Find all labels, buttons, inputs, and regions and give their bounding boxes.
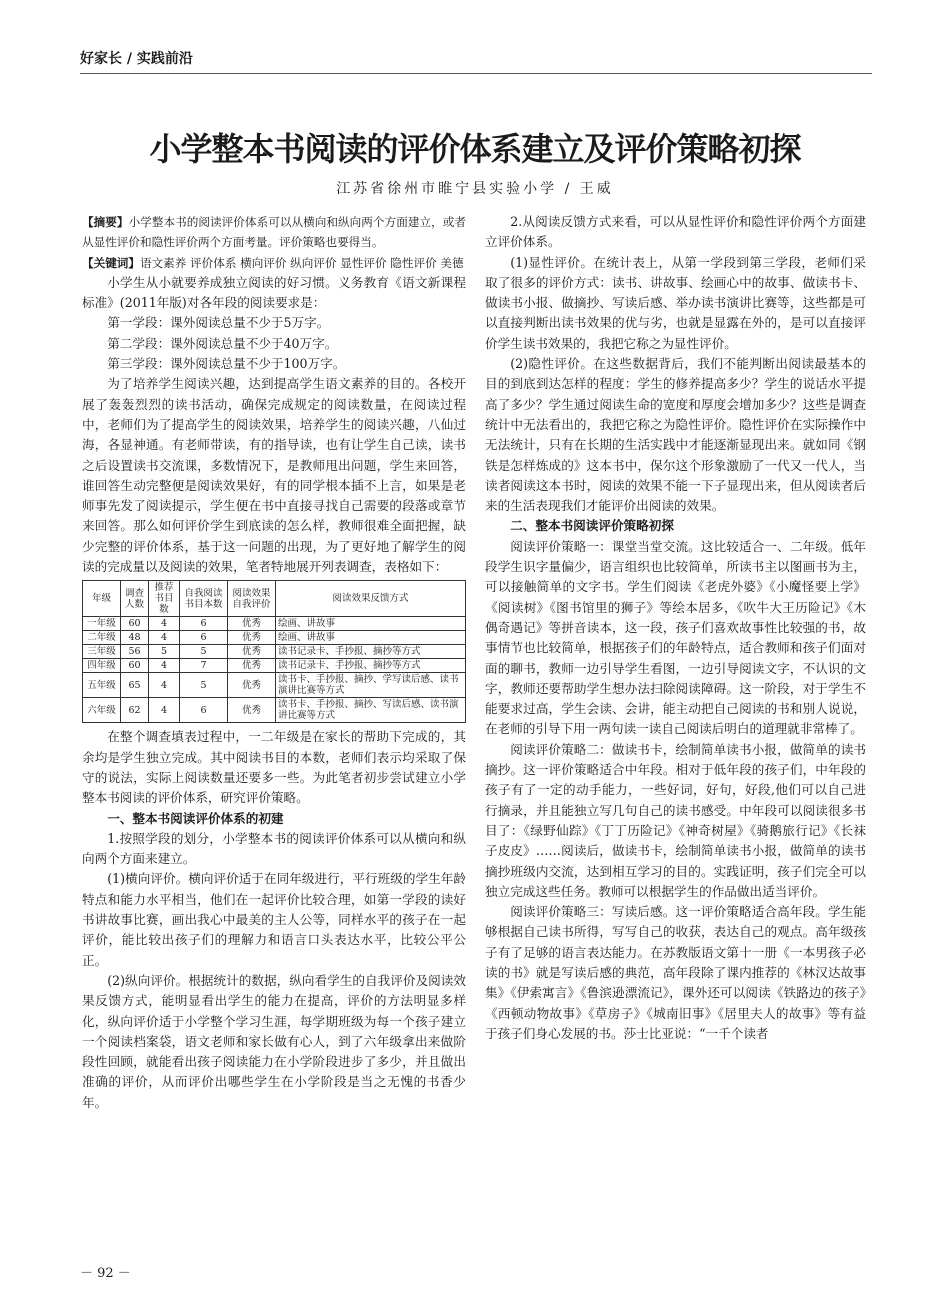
table-cell: 绘画、讲故事 bbox=[276, 631, 466, 645]
table-header: 自我阅读书目本数 bbox=[180, 581, 228, 617]
right-column bbox=[485, 212, 866, 1044]
table-cell: 优秀 bbox=[228, 631, 276, 645]
table-cell: 5 bbox=[180, 673, 228, 698]
paragraph-implicit-evaluation: (2)隐性评价。在这些数据背后，我们不能判断出阅读最基本的目的到底到达怎样的程度：学生的修养提高多少？学生的说话水平提高了多少？学生通过阅读生命的宽度和厚度会增加多少？这些是调查统计中无法看出的，我把它称之为隐性评价。隐性评价在实际操作中无法统计，只有在长期的生活实践中才能逐渐显现出来。就如同《钢铁是怎样炼成的》这本书中，保尔这个形象激励了一代又一代人，当读者阅读这本书时，阅读的效果不能一下子显现出来，但从阅读者后来的生活表现我们才能评价出阅读的效果。 bbox=[485, 356, 866, 514]
header-rule bbox=[80, 73, 872, 74]
requirement-1: 第一学段：课外阅读总量不少于5万字。 bbox=[107, 315, 330, 331]
table-header: 年级 bbox=[83, 581, 121, 617]
strategy-3: 阅读评价策略三：写读后感。这一评价策略适合高年段。学生能够根据自己读书所得，写写自己的收获，表达自己的观点。高年级孩子有了足够的语言表达能力。在苏教版语文第十一册《一本男孩子必读的书》就是写读后感的典范，高年段除了课内推荐的《林汉达故事集》《伊索寓言》《鲁滨逊漂流记》，课外还可以阅读《铁路边的孩子》《西顿动物故事》《草房子》《城南旧事》《居里夫人的故事》等有益于孩子们身心发展的书。莎士比亚说：“一千个读者 bbox=[485, 904, 866, 1041]
article-byline: 江苏省徐州市睢宁县实验小学 / 王威 bbox=[336, 181, 614, 197]
paragraph-horizontal-evaluation: (1)横向评价。横向评价适于在同年级进行，平行班级的学生年龄特点和能力水平相当，他们在一起评价比较合理，如第一学段的读好书讲故事比赛，画出我心中最美的主人公等，同样水平的孩子在一起评价，能比较出孩子们的理解力和语言口头表达水平，比较公平公正。 bbox=[82, 871, 466, 968]
table-row bbox=[83, 659, 466, 673]
table-cell: 48 bbox=[121, 631, 149, 645]
table-cell: 绘画、讲故事 bbox=[276, 617, 466, 631]
table-cell: 六年级 bbox=[83, 698, 121, 723]
table-row bbox=[83, 698, 466, 723]
paragraph-vertical-evaluation: (2)纵向评价。根据统计的数据，纵向看学生的自我评价及阅读效果反馈方式，能明显看出学生的能力在提高，评价的方法明显多样化，纵向评价适于小学整个学习生涯，每学期班级为每一个孩子建立一个阅读档案袋，语文老师和家长做有心人，到了六年级拿出来做阶段性回顾，就能看出孩子阅读能力在小学阶段进步了多少，并且做出准确的评价，从而评价出哪些学生在小学阶段是当之无愧的书香少年。 bbox=[82, 972, 466, 1110]
keywords-label: 【关键词】 bbox=[82, 255, 140, 270]
table-cell: 读书记录卡、手抄报、摘抄等方式 bbox=[276, 645, 466, 659]
table-cell: 读书记录卡、手抄报、摘抄等方式 bbox=[276, 659, 466, 673]
table-cell: 6 bbox=[180, 617, 228, 631]
table-header: 调查人数 bbox=[121, 581, 149, 617]
table-cell: 60 bbox=[121, 617, 149, 631]
survey-table bbox=[82, 580, 466, 723]
table-cell: 优秀 bbox=[228, 645, 276, 659]
table-cell: 优秀 bbox=[228, 673, 276, 698]
table-header: 阅读效果自我评价 bbox=[228, 581, 276, 617]
table-cell: 6 bbox=[180, 631, 228, 645]
table-row bbox=[83, 617, 466, 631]
article-title: 小学整本书阅读的评价体系建立及评价策略初探 bbox=[149, 130, 801, 168]
table-header: 阅读效果反馈方式 bbox=[276, 581, 466, 617]
table-cell: 一年级 bbox=[83, 617, 121, 631]
table-cell: 62 bbox=[121, 698, 149, 723]
table-cell: 4 bbox=[149, 631, 180, 645]
table-cell: 4 bbox=[149, 698, 180, 723]
abstract bbox=[82, 212, 466, 253]
table-cell: 5 bbox=[149, 645, 180, 659]
table-cell: 二年级 bbox=[83, 631, 121, 645]
table-cell: 四年级 bbox=[83, 659, 121, 673]
paragraph-explicit-evaluation: (1)显性评价。在统计表上，从第一学段到第三学段，老师们采取了很多的评价方式：读书、讲故事、绘画心中的故事、做读书卡、做读书小报、做摘抄、写读后感、举办读书演讲比赛等，这些都是可以直接判断出读书效果的优与劣，也就是显露在外的，是可以直接评价学生读书效果的，我把它称之为显性评价。 bbox=[485, 254, 866, 351]
table-cell: 4 bbox=[149, 617, 180, 631]
section-heading-1: 一、整本书阅读评价体系的初建 bbox=[107, 810, 284, 826]
table-cell: 优秀 bbox=[228, 698, 276, 723]
table-cell: 读书卡、手抄报、摘抄、写读后感、读书演讲比赛等方式 bbox=[276, 698, 466, 723]
table-cell: 65 bbox=[121, 673, 149, 698]
left-column bbox=[82, 212, 466, 1113]
table-cell: 4 bbox=[149, 673, 180, 698]
table-cell: 4 bbox=[149, 659, 180, 673]
table-header-row bbox=[83, 581, 466, 617]
table-cell: 优秀 bbox=[228, 617, 276, 631]
keywords bbox=[82, 253, 466, 273]
table-cell: 60 bbox=[121, 659, 149, 673]
table-row bbox=[83, 631, 466, 645]
paragraph-1: 1.按照学段的划分，小学整本书的阅读评价体系可以从横向和纵向两个方面来建立。 bbox=[82, 830, 466, 867]
table-cell: 5 bbox=[180, 645, 228, 659]
table-cell: 7 bbox=[180, 659, 228, 673]
table-cell: 56 bbox=[121, 645, 149, 659]
section-heading-2: 二、整本书阅读评价策略初探 bbox=[510, 518, 674, 534]
keywords-text: 语文素养 评价体系 横向评价 纵向评价 显性评价 隐性评价 美德 bbox=[139, 255, 464, 270]
abstract-label: 【摘要】 bbox=[82, 215, 129, 229]
table-cell: 优秀 bbox=[228, 659, 276, 673]
table-cell: 三年级 bbox=[83, 645, 121, 659]
strategy-2: 阅读评价策略二：做读书卡，绘制简单读书小报，做简单的读书摘抄。这一评价策略适合中年段。相对于低年段的孩子们，中年段的孩子有了一定的动手能力，一些好词，好句，好段,他们可以自己进行摘录，并且能独立写几句自己的读书感受。中年段可以阅读很多书目了：《绿野仙踪》《丁丁历险记》《神奇树屋》《骑鹅旅行记》《长袜子皮皮》……阅读后，做读书卡，绘制简单读书小报，做简单的读书摘抄班级内交流，达到相互学习的目的。实践证明，孩子们完全可以独立完成这些任务。教师可以根据学生的作品做出适当评价。 bbox=[485, 741, 866, 899]
table-header: 推荐书目数 bbox=[149, 581, 180, 617]
table-row bbox=[83, 645, 466, 659]
after-table-paragraph: 在整个调查填表过程中，一二年级是在家长的帮助下完成的，其余均是学生独立完成。其中阅读书目的本数，老师们表示均采取了保守的说法，实际上阅读数量还要多一些。为此笔者初步尝试建立小学整本书阅读的评价体系，研究评价策略。 bbox=[82, 729, 466, 806]
purpose-paragraph: 为了培养学生阅读兴趣，达到提高学生语文素养的目的。各校开展了轰轰烈烈的读书活动，确保完成规定的阅读数量，在阅读过程中，老师们为了提高学生的阅读效果，培养学生的阅读兴趣，八仙过海，各显神通。有老师带读，有的指导读，也有让学生自己读，读书之后设置读书交流课，多数情况下，是教师甩出问题，学生来回答，谁回答生动完整便是阅读效果好，有的同学根本插不上言，如果是老师事先发了阅读提示，学生便在书中直接寻找自己需要的段落或章节来回答。那么如何评价学生到底读的怎么样，教师很难全面把握，缺少完整的评价体系，基于这一问题的出现，为了更好地了解学生的阅读的完成量以及阅读的效果，笔者特地展开列表调查，表格如下： bbox=[82, 376, 466, 575]
table-cell: 6 bbox=[180, 698, 228, 723]
journal-header: 好家长 / 实践前沿 bbox=[80, 51, 193, 67]
table-cell: 五年级 bbox=[83, 673, 121, 698]
requirement-3: 第三学段：课外阅读总量不少于100万字。 bbox=[107, 356, 346, 372]
requirement-2: 第二学段：课外阅读总量不少于40万字。 bbox=[107, 335, 338, 351]
table-row bbox=[83, 673, 466, 698]
paragraph-2: 2.从阅读反馈方式来看，可以从显性评价和隐性评价两个方面建立评价体系。 bbox=[485, 214, 866, 250]
intro-paragraph: 小学生从小就要养成独立阅读的好习惯。义务教育《语文新课程标准》(2011年版)对各年段的阅读要求是： bbox=[82, 274, 466, 311]
page-number: － 92 － bbox=[80, 1266, 131, 1281]
strategy-1: 阅读评价策略一：课堂当堂交流。这比较适合一、二年级。低年段学生识字量偏少，语言组织也比较简单，所读书主以图画书为主，可以接触简单的文字书。学生们阅读《老虎外婆》《小魔怪要上学》《阅读树》《图书馆里的狮子》等绘本居多，《吹牛大王历险记》《木偶奇遇记》等拼音读本，这一段，孩子们喜欢故事性比较强的书，故事情节也比较简单，根据孩子们的年龄特点，适合教师和孩子们面对面的聊书，教师一边引导学生看图，一边引导阅读文字，不认识的文字，教师还要帮助学生想办法扫除阅读障碍。这一阶段，对于学生不能要求过高，学生会读、会讲，能主动把自己阅读的书和别人说说，在老师的引导下用一两句读一读自己阅读后明白的道理就非常棒了。 bbox=[485, 538, 866, 737]
abstract-text: 小学整本书的阅读评价体系可以从横向和纵向两个方面建立，或者从显性评价和隐性评价两个方面考量。评价策略也要得当。 bbox=[82, 215, 466, 250]
table-cell: 读书卡、手抄报、摘抄、学写读后感、读书演讲比赛等方式 bbox=[276, 673, 466, 698]
